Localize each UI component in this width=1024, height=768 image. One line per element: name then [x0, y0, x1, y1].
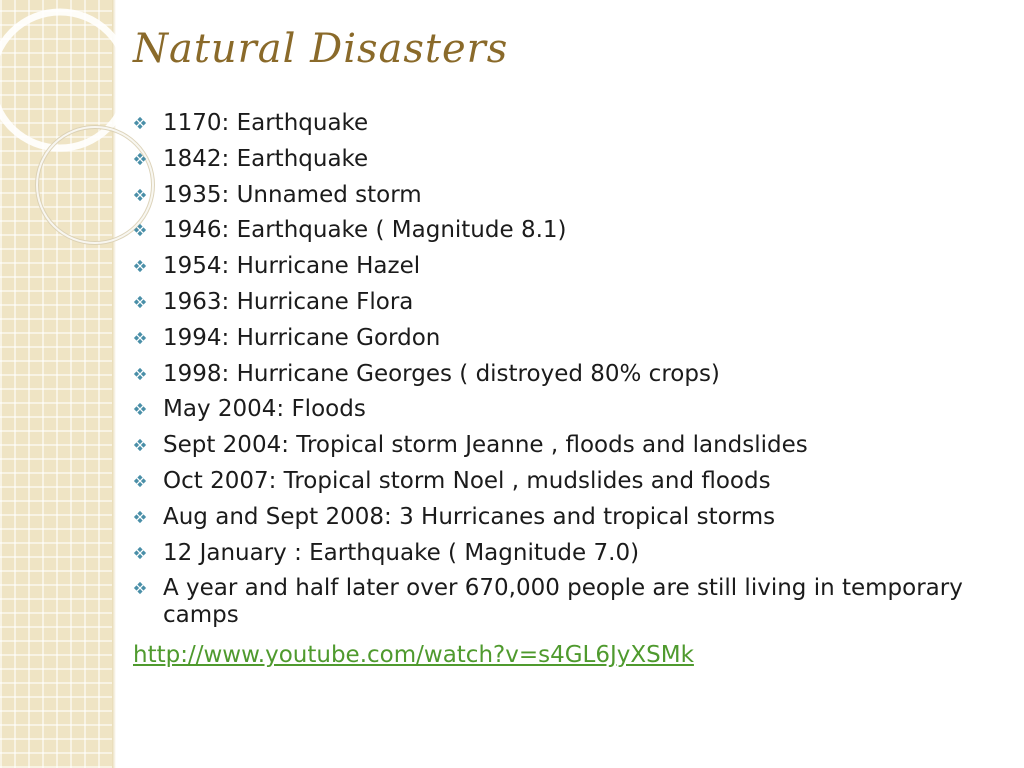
slide-title: Natural Disasters [133, 26, 509, 72]
list-item [133, 432, 993, 459]
bullet-text: Sept 2004: Tropical storm Jeanne , floods and landslides [163, 432, 808, 459]
bullet-text: 1935: Unnamed storm [163, 181, 422, 208]
list-item [133, 146, 993, 173]
four-diamond-bullet-icon [133, 581, 147, 595]
list-item [133, 396, 993, 423]
list-item [133, 325, 993, 352]
bullet-text: 12 January : Earthquake ( Magnitude 7.0) [163, 539, 640, 566]
four-diamond-bullet-icon [133, 259, 147, 273]
bullet-text: A year and half later over 670,000 people are still living in temporary camps [163, 575, 963, 629]
side-panel-edge [112, 0, 116, 768]
list-item [133, 289, 993, 316]
bullet-text: 1998: Hurricane Georges ( distroyed 80% crops) [163, 360, 720, 387]
four-diamond-bullet-icon [133, 367, 147, 381]
list-item [133, 253, 993, 280]
youtube-link[interactable]: http://www.youtube.com/watch?v=s4GL6JyXSMk [133, 642, 694, 668]
bullet-text: 1963: Hurricane Flora [163, 288, 414, 315]
bullet-list [133, 110, 993, 638]
list-item [133, 468, 993, 495]
list-item [133, 361, 993, 388]
four-diamond-bullet-icon [133, 295, 147, 309]
four-diamond-bullet-icon [133, 474, 147, 488]
bullet-text: May 2004: Floods [163, 396, 366, 423]
four-diamond-bullet-icon [133, 152, 147, 166]
four-diamond-bullet-icon [133, 116, 147, 130]
bullet-text: 1954: Hurricane Hazel [163, 253, 421, 280]
list-item [133, 110, 993, 137]
bullet-text: Oct 2007: Tropical storm Noel , mudslides and floods [163, 467, 771, 494]
four-diamond-bullet-icon [133, 402, 147, 416]
list-item [133, 504, 993, 531]
bullet-text: 1946: Earthquake ( Magnitude 8.1) [163, 217, 567, 244]
list-item [133, 540, 993, 567]
four-diamond-bullet-icon [133, 331, 147, 345]
four-diamond-bullet-icon [133, 510, 147, 524]
list-item [133, 182, 993, 209]
four-diamond-bullet-icon [133, 223, 147, 237]
four-diamond-bullet-icon [133, 188, 147, 202]
bullet-text: Aug and Sept 2008: 3 Hurricanes and tropical storms [163, 503, 776, 530]
bullet-text: 1842: Earthquake [163, 145, 369, 172]
bullet-text: 1994: Hurricane Gordon [163, 324, 441, 351]
four-diamond-bullet-icon [133, 438, 147, 452]
list-item [133, 217, 993, 244]
side-panel-pattern [0, 0, 112, 768]
four-diamond-bullet-icon [133, 546, 147, 560]
list-item [133, 575, 993, 629]
bullet-text: 1170: Earthquake [163, 110, 369, 136]
